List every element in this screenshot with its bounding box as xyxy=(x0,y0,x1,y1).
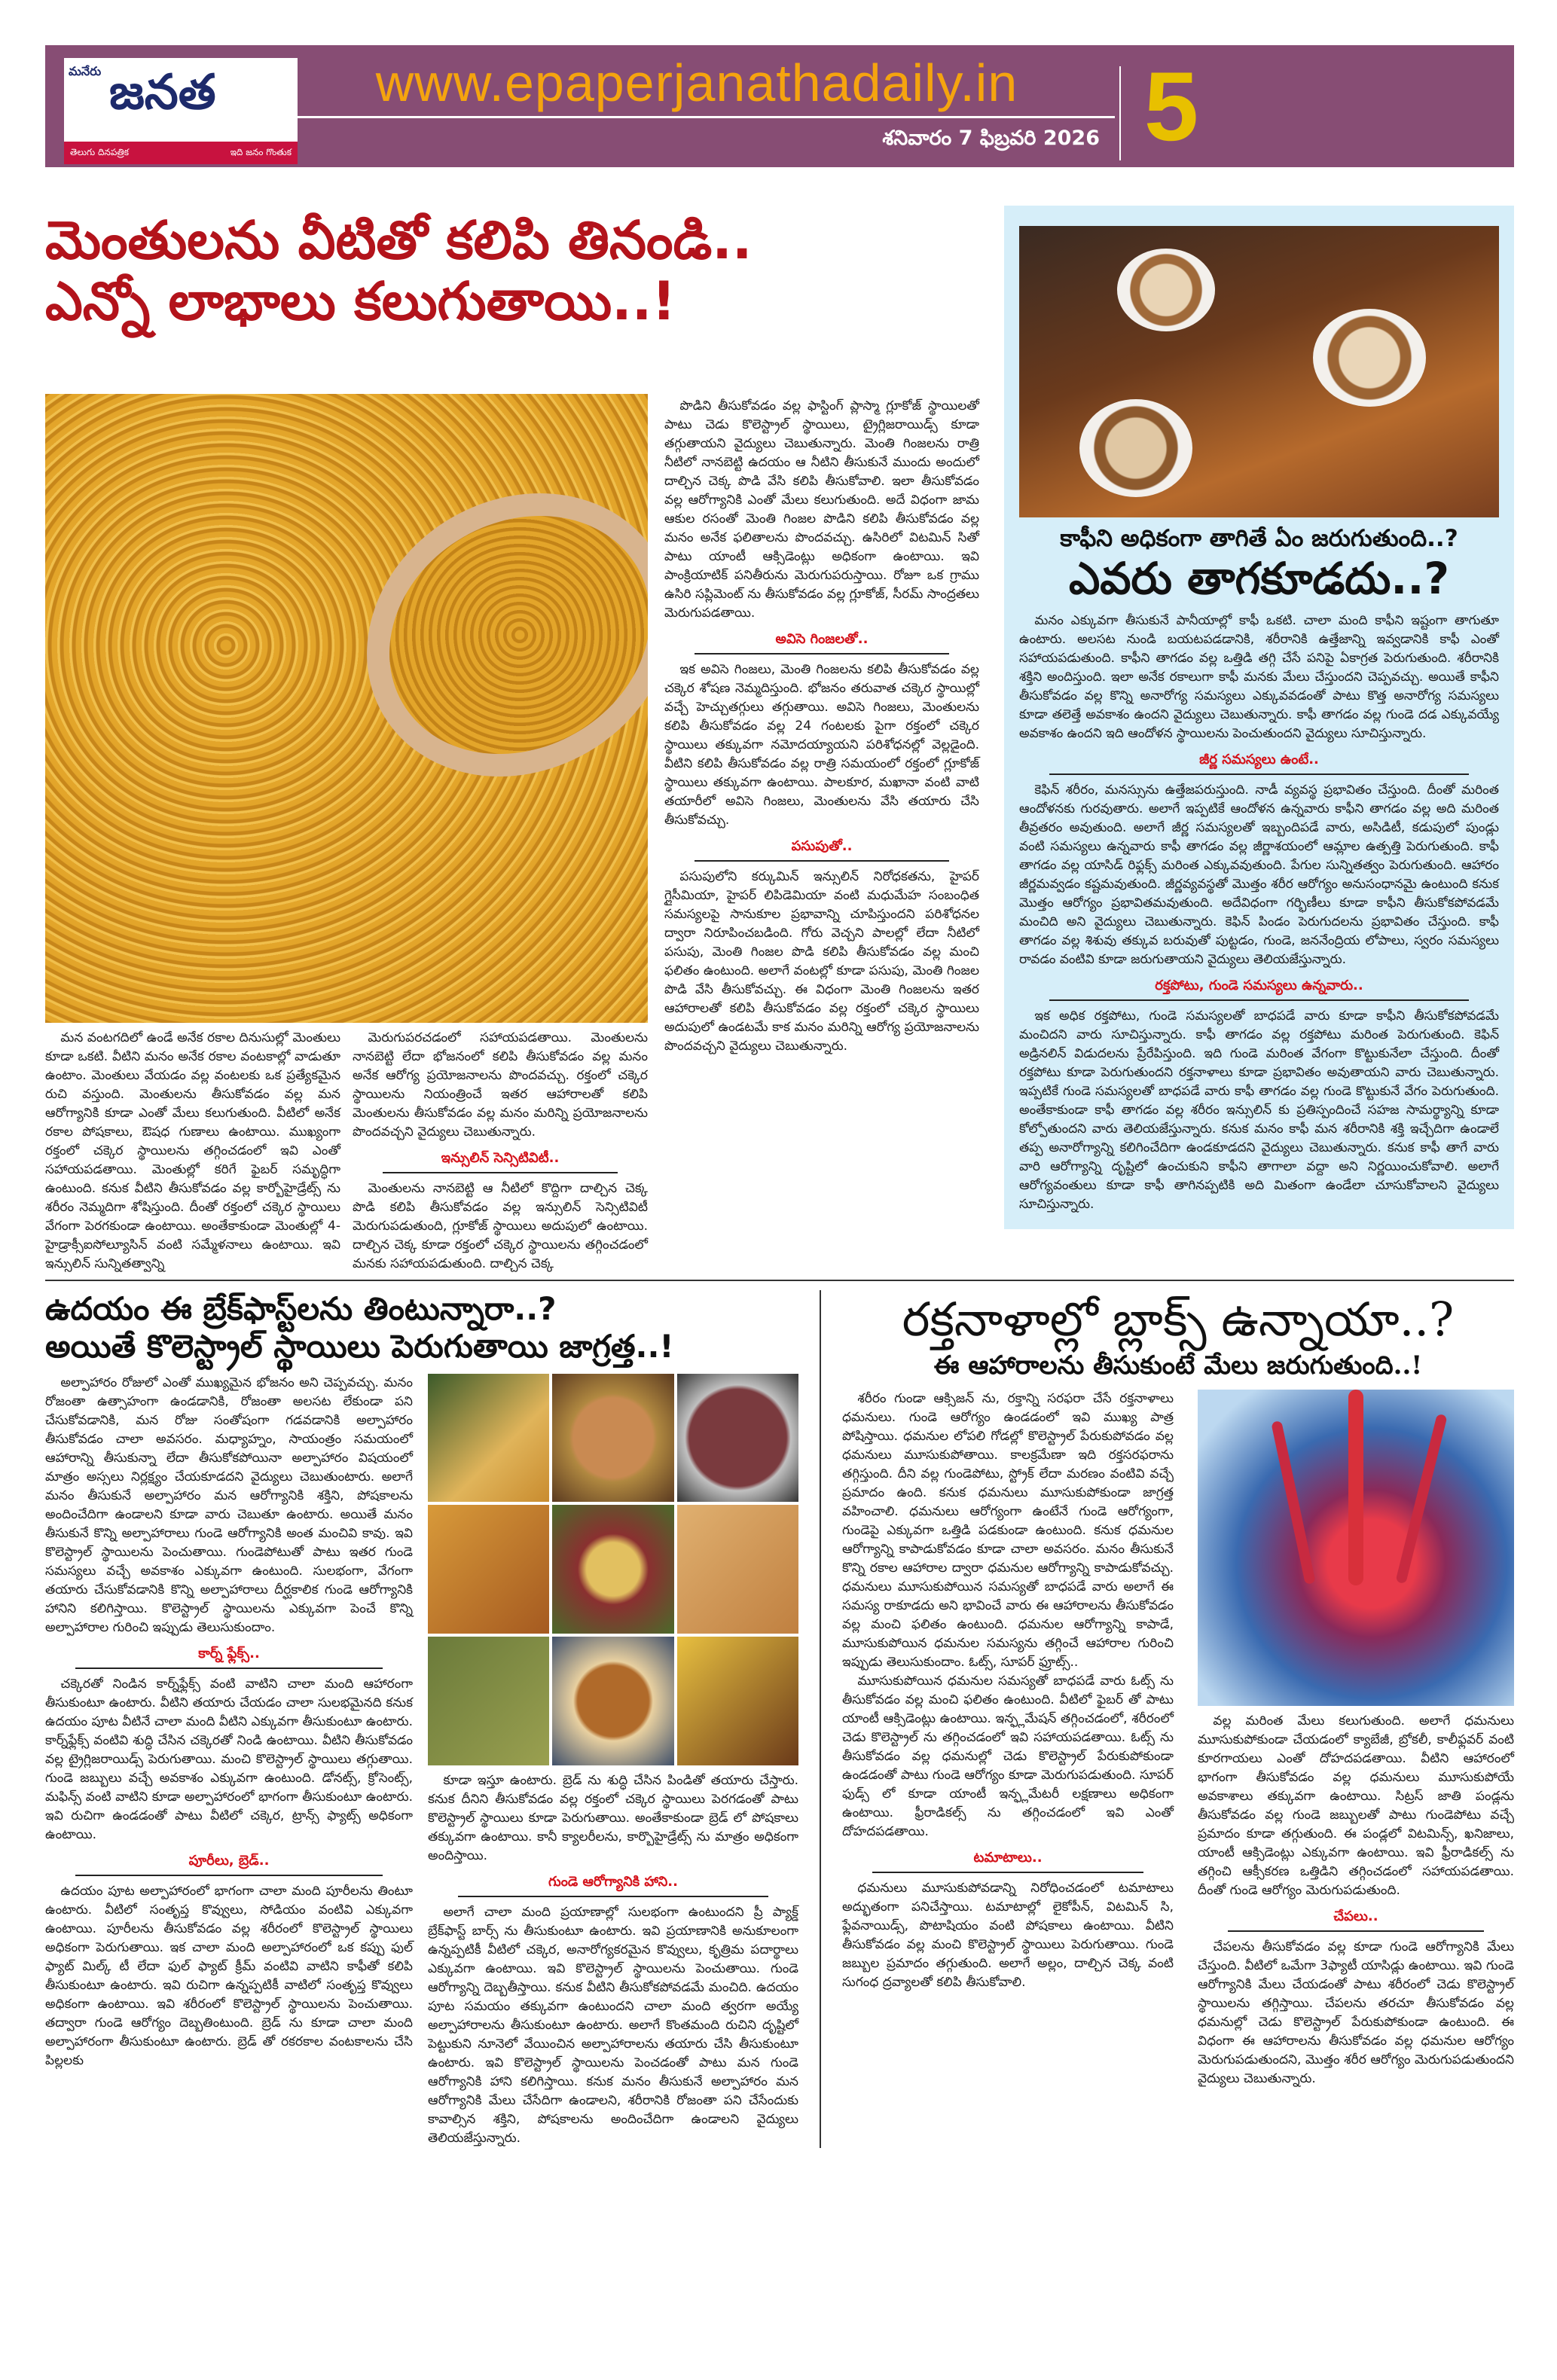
body-paragraph: పొడిని తీసుకోవడం వల్ల ఫాస్టింగ్ ప్లాస్మా గ్లూకోజ్ స్థాయిలతో పాటు చెడు కొలెస్ట్రాల్ స్థాయిలు, ట్రైగ్లిజరాయిడ్స్ కూడా తగ్గుతాయని వైద్యులు చెబుతున్నారు. మెంతి గింజలను రాత్రి నీటిలో నానబెట్టి ఉదయం ఆ నీటిని తీసుకునే ముందు అందులో దాల్చిన చెక్క పొడి వేసి కలిపి తీసుకోవాలి. ఇలా తీసుకోవడం వల్ల ఆరోగ్యానికి ఎంతో మేలు కలుగుతుంది. అదే విధంగా జామ ఆకుల రసంతో మెంతి గింజల పొడిని కలిపి తీసుకోవడం వల్ల మనం అనేక ఫలితాలను పొందవచ్చు. ఉసిరిలో విటమిన్ సితో పాటు యాంటీ ఆక్సిడెంట్లు అధికంగా ఉంటాయి. ఇవి పాంక్రియాటిక్ పనితీరును మెరుగుపరుస్తాయి. రోజూ ఒక గ్రాము ఉసిరి సప్లిమెంట్ ను తీసుకోవడం వల్ల గ్లూకోజ్, సీరమ్ సాంద్రతలు మెరుగుపడతాయి. xyxy=(664,398,979,621)
body-paragraph: అల్పాహారం రోజులో ఎంతో ముఖ్యమైన భోజనం అని చెప్పవచ్చు. మనం రోజంతా ఉత్సాహంగా ఉండడానికి, రోజంతా అలసట లేకుండా పని చేసుకోవడానికి, మన రోజు సంతోషంగా గడవడానికి అల్పాహారం తీసుకోవడం చాలా అవసరం. మధ్యాహ్నం, సాయంత్రం సమయంలో ఆహారాన్ని తీసుకున్నా లేదా తీసుకోకపోయినా అల్పాహారం విషయంలో మాత్రం అస్సలు నిర్లక్ష్యం చేయకూడదని వైద్యులు చెబుతుంటారు. అలాగే మనం తీసుకునే అల్పాహారం మన ఆరోగ్యానికి శక్తిని, పోషకాలను అందించేదిగా ఉండాలని కూడా వారు చెబుతూ ఉంటారు. అయితే మనం తీసుకునే కొన్ని అల్పాహారాలు గుండె ఆరోగ్యానికి అంత మంచివి కావు. ఇవి కొలెస్ట్రాల్ స్థాయిలను పెంచుతాయి. గుండెపోటుతో పాటు ఇతర గుండె సమస్యలు వచ్చే అవకాశం ఎక్కువగా ఉంటుంది. సులభంగా, వేగంగా తయారు చేసుకోవడానికి కొన్ని అల్పాహారాలు దీర్ఘకాలిక గుండె ఆరోగ్యానికి హానిని కలిగిస్తాయి. కొలెస్ట్రాల్ స్థాయిలను ఎక్కువగా పెంచే కొన్ని అల్పాహారాల గురించి ఇప్పుడు తెలుసుకుందాం. xyxy=(45,1375,413,1635)
article4-column-b xyxy=(1198,1712,1514,2089)
page-number: 5 xyxy=(1143,51,1199,161)
body-paragraph: చేపలను తీసుకోవడం వల్ల కూడా గుండె ఆరోగ్యానికి మేలు చేస్తుంది. వీటిలో ఒమేగా 3ఫ్యాటీ యాసిడ్లు ఉంటాయి. ఇవి గుండె ఆరోగ్యానికి మేలు చేయడంతో పాటు శరీరంలో చెడు కొలెస్ట్రాల్ స్థాయిలను తగ్గిస్తాయి. చేపలను తరచూ తీసుకోవడం వల్ల ధమనుల్లో చెడు కొలెస్ట్రాల్ పేరుకుపోకుండా ఉంటుంది. ఈ విధంగా ఈ ఆహారాలను తీసుకోవడం వల్ల ధమనుల ఆరోగ్యం మెరుగుపడుతుందని, మొత్తం శరీర ఆరోగ్యం మెరుగుపడుతుందని వైద్యులు చెబుతున్నారు. xyxy=(1198,1939,1514,2086)
coffee-cup-2 xyxy=(1313,309,1426,407)
artery-shape xyxy=(1348,1390,1363,1585)
heart-arteries-image xyxy=(1198,1390,1514,1706)
section-subheading: టమాటాలు.. xyxy=(872,1849,1143,1873)
article2-headline-line1: కాఫీని అధికంగా తాగితే ఏం జరుగుతుంది..? xyxy=(1060,525,1458,552)
body-paragraph: కెఫిన్ శరీరం, మనస్సును ఉత్తేజపరుస్తుంది. నాడీ వ్యవస్థ ప్రభావితం చేస్తుంది. దీంతో మరింత ఆందోళనకు గురవుతారు. అలాగే ఇప్పటికే ఆందోళన ఉన్నవారు కాఫీని తాగడం వల్ల అది మరింత తీవ్రతరం అవుతుంది. అలాగే జీర్ణ సమస్యలతో ఇబ్బందిపడే వారు, అసిడిటీ, కడుపులో పుండ్లు వంటి సమస్యలు ఉన్నవారు కాఫీ తాగడం వల్ల జీర్ణాశయంలో ఆమ్లాల ఉత్పత్తి పెరుగుతుంది. కాఫీ తాగడం వల్ల యాసిడ్ రిఫ్లక్స్ మరింత ఎక్కువవుతుంది. పేగుల సున్నితత్వం పెరుగుతుంది. ఆహారం జీర్ణమవ్వడం కష్టమవుతుంది. జీర్ణవ్యవస్థతో మొత్తం శరీర ఆరోగ్యం అనుసంధానమై ఉంటుంది కనుక మొత్తం ఆరోగ్యం ప్రభావితమవుతుంది. అదేవిధంగా గర్భిణీలు కూడా కాఫీని తీసుకోకపోవడమే మంచిది అని వైద్యులు చెబుతున్నారు. కెఫిన్ పిండం పెరుగుదలను ప్రభావితం చేస్తుంది. కాఫీ తాగడం వల్ల శిశువు తక్కువ బరువుతో పుట్టడం, గుండె, జననేంద్రియ లోపాలు, స్వరం సమస్యలు రావడం వంటివి కూడా జరుగుతాయని వైద్యులు తెలియజేస్తున్నారు. xyxy=(1019,782,1499,967)
ragi-dosa-photo xyxy=(677,1374,798,1503)
dosa-photo xyxy=(428,1374,549,1503)
article4-headline xyxy=(842,1290,1514,1382)
artery-shape xyxy=(1395,1413,1447,1584)
section-subheading: జీర్ణ సమస్యలు ఉంటే.. xyxy=(1049,751,1469,775)
article1-lower-columns xyxy=(45,1029,648,1274)
article4-body xyxy=(842,1390,1514,2089)
article2-headline-line2: ఎవరు తాగకూడదు..? xyxy=(1068,553,1449,605)
logo-tag-right: ఇది జనం గొంతుక xyxy=(230,146,292,157)
body-paragraph: మూసుకుపోయిన ధమనుల సమస్యతో బాధపడే వారు ఓట్స్ ను తీసుకోవడం వల్ల మంచి ఫలితం ఉంటుంది. వీటిలో ఫైబర్ తో పాటు యాంటీ ఆక్సిడెంట్లు ఉంటాయి. ఇన్ఫ్లమేషన్ తగ్గించడంలో, శరీరంలో చెడు కొలెస్ట్రాల్ ను తగ్గించడంలో ఇవి సహాయపడతాయి. ఓట్స్ ను తీసుకోవడం వల్ల ధమనుల్లో చెడు కొలెస్ట్రాల్ పేరుకుపోకుండా ఉండడంతో పాటు గుండె ఆరోగ్యం కూడా మెరుగుపడుతుంది. సూపర్ ఫుడ్స్ లో కూడా యాంటీ ఇన్ఫ్లమేటరీ లక్షణాలు అధికంగా ఉంటాయి. ఫ్రీరాడికల్స్ ను తగ్గించడంలో ఇవి ఎంతో దోహదపడతాయి. xyxy=(842,1673,1174,1839)
body-paragraph: ఇక అధిక రక్తపోటు, గుండె సమస్యలతో బాధపడే వారు కూడా కాఫీని తీసుకోకపోవడమే మంచిదని వారు సూచిస్తున్నారు. కాఫీ తాగడం వల్ల రక్తపోటు మరింత పెరుగుతుంది. కెఫిన్ అడ్రినలిన్ విడుదలను ప్రేరేపిస్తుంది. ఇది గుండె మరింత వేగంగా కొట్టుకునేలా చేస్తుంది. దీంతో రక్తపోటు కూడా పెరుగుతుందని రక్తనాళాలు కూడా ప్రభావితం అవుతాయని వారు చెబుతున్నారు. ఇప్పటికే గుండె సమస్యలతో బాధపడే వారు కాఫీ తాగడం వల్ల గుండె కొట్టుకునే వేగం పెరుగుతుంది. అంతేకాకుండా కాఫీ తాగడం వల్ల శరీరం ఇన్సులిన్ కు ప్రతిస్పందించే సహజ సామర్థ్యాన్ని కూడా కోల్పోతుందని వారు తెలియజేస్తున్నారు. కనుక మనం కాఫీ మన శరీరానికి శక్తి ఇచ్చేదిగా ఉండాలే తప్ప అనారోగ్యాన్ని కలిగించేదిగా ఉండకూడదని వైద్యులు చెబుతున్నారు. కనుక కాఫీ తాగే వారు వారి ఆరోగ్యాన్ని దృష్టిలో ఉంచుకుని కాఫీని తాగాలా వద్దా అని నిర్ణయించుకోవాలి. అలాగే ఆరోగ్యవంతులు కూడా కాఫీ తాగినప్పటికి అది మితంగా ఉండేలా చూసుకోవాలని వైద్యులు సూచిస్తున్నారు. xyxy=(1019,1008,1499,1212)
body-paragraph: మెంతులను నానబెట్టి ఆ నీటిలో కొద్దిగా దాల్చిన చెక్క పొడి కలిపి తీసుకోవడం వల్ల ఇన్సులిన్ సెన్సిటివిటీ మెరుగుపడుతుంది, గ్లూకోజ్ స్థాయిలు అదుపులో ఉంటాయి. దాల్చిన చెక్క కూడా రక్తంలో చక్కెర స్థాయిలను తగ్గించడంలో మనకు సహాయపడుతుంది. దాల్చిన చెక్క xyxy=(353,1181,648,1271)
article2-column xyxy=(1019,612,1499,1214)
masthead-vertical-divider xyxy=(1119,66,1121,160)
logo-name: జనత xyxy=(109,65,216,121)
breakfast-foods-collage-image xyxy=(428,1374,798,1765)
article1-headline-line2: ఎన్నో లాభాలు కలుగుతాయి..! xyxy=(45,270,676,332)
artery-shape xyxy=(1271,1420,1315,1585)
breakfast-article xyxy=(45,1290,798,2148)
coffee-cups-image xyxy=(1019,226,1499,517)
section-subheading: పూరీలు, బ్రెడ్.. xyxy=(75,1852,383,1876)
body-paragraph: వల్ల మరింత మేలు కలుగుతుంది. అలాగే ధమనులు మూసుకుపోకుండా చేయడంలో క్యాబేజీ, బ్రోకలీ, కాలీఫ్లవర్ వంటి కూరగాయలు ఎంతో దోహదపడతాయి. వీటిని ఆహారంలో భాగంగా తీసుకోవడం వల్ల ధమనులు మూసుకుపోయే అవకాశాలు తక్కువగా ఉంటాయి. సిట్రస్ జాతి పండ్లను తీసుకోవడం వల్ల గుండె జబ్బులతో పాటు గుండెపోటు వచ్చే ప్రమాదం కూడా తగ్గుతుంది. ఈ పండ్లలో విటమిన్స్, ఖనిజాలు, యాంటీ ఆక్సిడెంట్లు ఎక్కువగా ఉంటాయి. ఇవి ఫ్రీరాడికల్స్ ను తగ్గించి ఆక్సీకరణ ఒత్తిడిని తగ్గించడంలో సహాయపడతాయి. దీంతో గుండె ఆరోగ్యం మెరుగుపడుతుంది. xyxy=(1198,1713,1514,1898)
paratha-photo xyxy=(677,1505,798,1634)
thali-photo xyxy=(552,1505,673,1634)
fenugreek-article xyxy=(45,206,979,1274)
article3-column-a xyxy=(45,1374,413,2070)
coffee-article-box xyxy=(1004,206,1514,1229)
body-paragraph: మన వంటగదిలో ఉండే అనేక రకాల దినుసుల్లో మెంతులు కూడా ఒకటి. వీటిని మనం అనేక రకాల వంటకాల్లో వాడుతూ ఉంటాం. మెంతులు వేయడం వల్ల వంటలకు ఒక ప్రత్యేకమైన రుచి వస్తుంది. మెంతులను తీసుకోవడం వల్ల మన ఆరోగ్యానికి కూడా ఎంతో మేలు కలుగుతుంది. వీటిలో అనేక రకాల పోషకాలు, ఔషధ గుణాలు ఉంటాయి. ముఖ్యంగా రక్తంలో చక్కెర స్థాయిలను తగ్గించడంలో ఇవి ఎంతో సహాయపడతాయి. మెంతుల్లో కరిగే ఫైబర్ సమృద్ధిగా ఉంటుంది. కనుక వీటిని తీసుకోవడం వల్ల కార్బోహైడ్రేట్స్ ను శరీరం నెమ్మదిగా శోషిస్తుంది. దీంతో రక్తంలో చక్కెర స్థాయిలు వేగంగా పెరగకుండా ఉంటాయి. అంతేకాకుండా మెంతుల్లో 4- హైడ్రాక్సీఐసోల్యూసిన్ వంటి సమ్మేళనాలు ఉంటాయి. ఇవి ఇన్సులిన్ సున్నితత్వాన్ని xyxy=(45,1030,340,1271)
column-divider xyxy=(820,1290,821,2148)
article1-headline xyxy=(45,206,979,394)
article3-headline-line2: అయితే కొలెస్ట్రాల్ స్థాయిలు పెరుగుతాయి జాగ్రత్త..! xyxy=(45,1328,674,1365)
logo-small-text: మనేరు xyxy=(69,64,102,78)
snack-photo xyxy=(428,1505,549,1634)
section-subheading: పసుపుతో.. xyxy=(695,838,949,862)
body-paragraph: ఉదయం పూట అల్పాహారంలో భాగంగా చాలా మంది పూరీలను తింటూ ఉంటారు. వీటిలో సంతృప్త కొవ్వులు, సోడియం వంటివి ఎక్కువగా ఉంటాయి. పూరీలను తీసుకోవడం వల్ల శరీరంలో కొలెస్ట్రాల్ స్థాయిలు అధికంగా పెరుగుతాయి. ఇక చాలా మంది అల్పాహారంలో ఒక కప్పు ఫుల్ ఫ్యాట్ మిల్క్ టీ లేదా ఫుల్ ఫ్యాట్ క్రీమ్ వంటివి వాటిని కాఫీతో కలిపి తీసుకుంటూ ఉంటారు. ఇవి రుచిగా ఉన్నప్పటికీ వాటిలో సంతృప్త కొవ్వులు అధికంగా ఉంటాయి. ఇవి శరీరంలో కొలెస్ట్రాల్ స్థాయిలను పెంచుతాయి. తద్వారా గుండె ఆరోగ్యం దెబ్బతింటుంది. బ్రెడ్ ను కూడా చాలా మంది అల్పాహారంగా తీసుకుంటూ ఉంటారు. బ్రెడ్ తో రకరకాల వంటకాలను చేసి పిల్లలకు xyxy=(45,1883,413,2068)
body-paragraph: కూడా ఇస్తూ ఉంటారు. బ్రెడ్ ను శుద్ధి చేసిన పిండితో తయారు చేస్తారు. కనుక దీనిని తీసుకోవడం వల్ల రక్తంలో చక్కెర స్థాయిలు పెరగడంతో పాటు కొలెస్ట్రాల్ స్థాయిలు కూడా పెరుగుతాయి. అంతేకాకుండా బ్రెడ్ లో పోషకాలు తక్కువగా ఉంటాయి. కానీ క్యాలరీలను, కార్బొహైడ్రేట్స్ ను మాత్రం అధికంగా అందిస్తాయి. xyxy=(428,1772,798,1863)
article3-body xyxy=(45,1374,798,2148)
article4-headline-line1: రక్తనాళాల్లో బ్లాక్స్ ఉన్నాయా..? xyxy=(902,1292,1455,1347)
issue-date: శనివారం 7 ఫిబ్రవరి 2026 xyxy=(882,127,1100,150)
article2-headline xyxy=(1019,525,1499,606)
body-paragraph: పసుపులోని కర్కుమిన్ ఇన్సులిన్ నిరోధకతను, హైపర్ గ్లైసీమియా, హైపర్ లిపిడెమియా వంటి మధుమేహ సంబంధిత సమస్యలపై సానుకూల ప్రభావాన్ని చూపిస్తుందని పరిశోధనల ద్వారా నిరూపించబడింది. గోరు వెచ్చని పాలల్లో లేదా నీటిలో పసుపు, మెంతి గింజల పొడి కలిపి తీసుకోవడం వల్ల మంచి ఫలితం ఉంటుంది. అలాగే వంటల్లో కూడా పసుపు, మెంతి గింజల పొడి వేసి తీసుకోవచ్చు. ఈ విధంగా మెంతి గింజలను ఇతర ఆహారాలతో కలిపి తీసుకోవడం వల్ల రక్తంలో చక్కెర స్థాయిలు అదుపులో ఉండటమే కాక మనం మరిన్ని ఆరోగ్య ప్రయోజనాలను పొందవచ్చని వైద్యులు చెబుతున్నారు. xyxy=(664,869,979,1054)
newspaper-logo[interactable] xyxy=(64,58,298,164)
body-paragraph: ధమనులు మూసుకుపోవడాన్ని నిరోధించడంలో టమాటాలు అద్భుతంగా పనిచేస్తాయి. టమాటాల్లో లైకోపీన్, విటమిన్ సి, ఫ్లేవనాయిడ్స్, పొటాషియం వంటి పోషకాలు ఉంటాయి. వీటిని తీసుకోవడం వల్ల మంచి కొలెస్ట్రాల్ స్థాయిలు పెరుగుతాయి. గుండె జబ్బుల ప్రమాదం తగ్గుతుంది. అలాగే అల్లం, దాల్చిన చెక్క వంటి సుగంధ ద్రవ్యాలతో కలిపి తీసుకోవాలి. xyxy=(842,1880,1174,1990)
upma-photo xyxy=(428,1637,549,1765)
website-url-link[interactable]: www.epaperjanathadaily.in xyxy=(375,53,1018,112)
coffee-cup-1 xyxy=(1117,249,1215,331)
newspaper-page xyxy=(45,0,1514,2148)
body-paragraph: ఇక అవిసె గింజలు, మెంతి గింజలను కలిపి తీసుకోవడం వల్ల చక్కెర శోషణ నెమ్మదిస్తుంది. భోజనం తరువాత చక్కెర స్థాయిల్లో వచ్చే హెచ్చుతగ్గులు తగ్గుతాయి. అవిసె గింజలు, మెంతులను కలిపి తీసుకోవడం వల్ల 24 గంటలకు పైగా రక్తంలో చక్కెర స్థాయిలు తక్కువగా నమోదయ్యాయని పరిశోధనల్లో వెల్లడైంది. వీటిని కలిపి తీసుకోవడం వల్ల రాత్రి సమయంలో రక్తంలో గ్లూకోజ్ స్థాయిలు తక్కువగా ఉంటాయి. పాలకూర, మఖానా వంటి వాటి తయారీలో అవిసె గింజలు, మెంతులను వేసి తయారు చేసి తీసుకోవచ్చు. xyxy=(664,662,979,828)
article3-right-block xyxy=(428,1374,798,2148)
wooden-spoon-shape xyxy=(315,438,648,831)
tea-photo xyxy=(552,1374,673,1503)
article4-right-block xyxy=(1198,1390,1514,2089)
blood-vessels-article xyxy=(842,1290,1514,2148)
fenugreek-seeds-image xyxy=(45,394,648,1023)
article1-column-b xyxy=(353,1029,648,1274)
puri-chole-photo xyxy=(552,1637,673,1765)
article1-headline-line1: మెంతులను వీటితో కలిపి తినండి.. xyxy=(45,209,753,271)
section-divider xyxy=(45,1280,1514,1281)
article3-headline xyxy=(45,1290,798,1366)
body-paragraph: మెరుగుపరచడంలో సహాయపడతాయి. మెంతులను నానబెట్టి లేదా భోజనంలో కలిపి తీసుకోవడం వల్ల మనం అనేక ఆరోగ్య ప్రయోజనాలను పొందవచ్చు. రక్తంలో చక్కెర స్థాయిలను నియంత్రించే ఇతర ఆహారాలతో కలిపి మెంతులను తీసుకోవడం వల్ల మనం మరిన్ని ప్రయోజనాలను పొందవచ్చని వైద్యులు చెబుతున్నారు. xyxy=(353,1030,648,1140)
article3-headline-line1: ఉదయం ఈ బ్రేక్‌ఫాస్ట్‌లను తింటున్నారా..? xyxy=(45,1290,557,1327)
body-paragraph: అలాగే చాలా మంది ప్రయాణాల్లో సులభంగా ఉంటుందని ప్రీ ప్యాక్డ్ బ్రేక్‌ఫాస్ట్ బార్స్ ను తీసుకుంటూ ఉంటారు. ఇవి ప్రయాణానికి అనుకూలంగా ఉన్నప్పటికీ వీటిలో చక్కెర, అనారోగ్యకరమైన కొవ్వులు, కృత్రిమ పదార్థాలు ఎక్కువగా ఉంటాయి. ఇవి కొలెస్ట్రాల్ స్థాయిలను పెంచుతాయి. గుండె ఆరోగ్యాన్ని దెబ్బతీస్తాయి. కనుక వీటిని తీసుకోకపోవడమే మంచిది. ఉదయం పూట సమయం తక్కువగా ఉంటుందని చాలా మంది త్వరగా అయ్యే అల్పాహారాలను తీసుకుంటూ ఉంటారు. అలాగే కొంతమంది రుచిని దృష్టిలో పెట్టుకుని నూనెలో వేయించిన అల్పాహారాలను తయారు చేసి తీసుకుంటూ ఉంటారు. ఇవి కొలెస్ట్రాల్ స్థాయిలను పెంచడంతో పాటు మన గుండె ఆరోగ్యానికి హాని కలిగిస్తాయి. కనుక మనం తీసుకునే అల్పాహారం మన ఆరోగ్యానికి మేలు చేసేదిగా ఉండాలని, శరీరానికి రోజంతా పని చేసేందుకు కావాల్సిన శక్తిని, పోషకాలను అందించేదిగా ఉండాలని వైద్యులు తెలియజేస్తున్నారు. xyxy=(428,1904,798,2146)
section-subheading: గుండె ఆరోగ్యానికి హాని.. xyxy=(458,1873,768,1897)
body-paragraph: చక్కెరతో నిండిన కార్న్‌ఫ్లేక్స్ వంటి వాటిని చాలా మంది ఆహారంగా తీసుకుంటూ ఉంటారు. వీటిని తయారు చేయడం చాలా సులభమైనది కనుక ఉదయం పూట వీటినే చాలా మంది వీటిని ఎక్కువగా తీసుకుంటూ ఉంటారు. కార్న్‌ఫ్లేక్స్ వంటివి శుద్ధి చేసిన చక్కెరతో నిండి ఉంటాయి. వీటిని తీసుకోవడం వల్ల ట్రైగ్లిజరాయిడ్స్ పెరుగుతాయి. మంచి కొలెస్ట్రాల్ స్థాయిలు తగ్గుతాయి. గుండె జబ్బులు వచ్చే అవకాశం ఎక్కువగా ఉంటుంది. డోనట్స్, క్రోసెంట్స్, మఫిన్స్ వంటి వాటిని కూడా అల్పాహారంలో భాగంగా తీసుకుంటూ ఉంటారు. ఇవి రుచిగా ఉండడంతో పాటు వీటిలో చక్కెర, ట్రాన్స్ ఫ్యాట్స్ అధికంగా ఉంటాయి. xyxy=(45,1676,413,1842)
article3-column-b xyxy=(428,1771,798,2148)
section-subheading: కార్న్ ఫ్లేక్స్.. xyxy=(75,1645,383,1669)
article1-body xyxy=(45,394,979,1274)
poha-photo xyxy=(677,1637,798,1765)
top-section xyxy=(45,206,1514,1274)
article4-headline-line2: ఈ ఆహారాలను తీసుకుంటే మేలు జరుగుతుంది..! xyxy=(933,1350,1423,1381)
article1-left-block xyxy=(45,394,648,1274)
masthead-divider xyxy=(298,116,1115,118)
bottom-section xyxy=(45,1290,1514,2148)
section-subheading: రక్తపోటు, గుండె సమస్యలు ఉన్నవారు.. xyxy=(1049,977,1469,1001)
logo-tag-left: తెలుగు దినపత్రిక xyxy=(70,146,130,157)
section-subheading: ఇన్సులిన్ సెన్సిటివిటీ.. xyxy=(383,1149,618,1173)
article1-column-a xyxy=(45,1029,340,1274)
section-subheading: అవిసె గింజలతో.. xyxy=(695,630,949,654)
masthead xyxy=(45,45,1514,167)
article4-column-a xyxy=(842,1390,1174,1992)
section-subheading: చేపలు.. xyxy=(1228,1908,1484,1932)
article1-column-c xyxy=(664,397,979,1056)
body-paragraph: శరీరం గుండా ఆక్సిజన్ ను, రక్తాన్ని సరఫరా చేసే రక్తనాళాలు ధమనులు. గుండె ఆరోగ్యం ఉండడంలో ఇవి ముఖ్య పాత్ర పోషిస్తాయి. ధమనుల లోపలి గోడల్లో కొలెస్ట్రాల్ పేరుకుపోవడం వల్ల ధమనులు మూసుకుపోతాయి. కాలక్రమేణా ఇది రక్తసరఫరాను తగ్గిస్తుంది. దీని వల్ల గుండెపోటు, స్ట్రోక్ లేదా మరణం వంటివి వచ్చే ప్రమాదం ఉంది. కనుక ధమనులు మూసుకుపోకుండా జాగ్రత్త వహించాలి. ధమనులు ఆరోగ్యంగా ఉంటేనే గుండె ఆరోగ్యంగా, గుండెపై ఎక్కువగా ఒత్తిడి పడకుండా ఉంటుంది. కనుక ధమనుల ఆరోగ్యాన్ని కాపాడుకోవడం కూడా చాలా అవసరం. మనం తీసుకునే కొన్ని రకాల ఆహారాల ద్వారా ధమనుల ఆరోగ్యాన్ని కాపాడుకోవచ్చు. ధమనులు మూసుకుపోయిన సమస్యతో బాధపడే వారు అలాగే ఈ సమస్య రాకూడదు అని భావించే వారు ఈ ఆహారాలను తీసుకోవడం వల్ల మంచి ఫలితం ఉంటుంది. ధమనుల ఆరోగ్యాన్ని కాపాడే, మూసుకుపోయిన ధమనుల సమస్యను తగ్గించే ఆహారాల గురించి ఇప్పుడు తెలుసుకుందాం. ఓట్స్, సూపర్ ఫ్రూట్స్.. xyxy=(842,1390,1174,1670)
coffee-cup-3 xyxy=(1079,399,1192,497)
logo-tagline-strip xyxy=(64,142,298,164)
body-paragraph: మనం ఎక్కువగా తీసుకునే పానీయాల్లో కాఫీ ఒకటి. చాలా మంది కాఫీని ఇష్టంగా తాగుతూ ఉంటారు. అలసట నుండి బయటపడడానికి, శరీరానికి ఉత్తేజాన్ని ఇవ్వడానికి కాఫీ ఎంతో సహాయపడుతుంది. కాఫీని తాగడం వల్ల ఒత్తిడి తగ్గి చేసే పనిపై ఏకాగ్రత పెరుగుతుంది. శరీరానికి శక్తిని అందిస్తుంది. ఇలా అనేక రకాలుగా కాఫీ మనకు మేలు చేస్తుందని చెప్పవచ్చు. అయితే కాఫీని తీసుకోవడం వల్ల కొన్ని అనారోగ్య సమస్యలు ఎక్కువవడంతో పాటు కొత్త అనారోగ్య సమస్యలు కూడా తలెత్తే అవకాశం ఉందని వైద్యులు చెబుతున్నారు. కాఫీ తాగడం వల్ల గుండె దడ ఎక్కువయ్యే అవకాశం ఉందని ఇది ఆందోళన స్థాయిలను పెంచుతుందని వైద్యులు సూచిస్తున్నారు. xyxy=(1019,612,1499,741)
